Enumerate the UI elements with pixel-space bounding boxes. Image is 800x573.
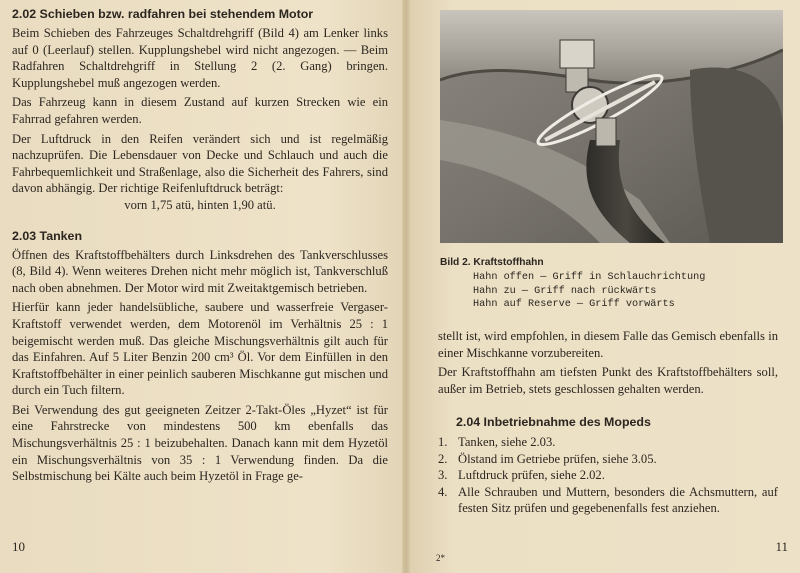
page-number-left: 10 bbox=[12, 539, 25, 554]
fuel-tap-illustration bbox=[440, 10, 783, 243]
fuel-tap-photo bbox=[440, 10, 783, 243]
list-item: 3. Luftdruck prüfen, siehe 2.02. bbox=[438, 468, 605, 483]
section-heading-2-04: 2.04 Inbetriebnahme des Mopeds bbox=[456, 415, 651, 429]
paragraph-schieben: Beim Schieben des Fahrzeuges Schaltdrehgriff (Bild 4) am Lenker links auf 0 (Leerlauf) stellen. Kupplungshebel wird nicht angezogen. — Beim Radfahren Schaltdrehgriff in Stellung 2 (2. Gang) bringen. Kupplungshebel muß angezogen werden. bbox=[12, 26, 388, 90]
paragraph-hyzet: Bei Verwendung des gut geeigneten Zeitzer 2-Takt-Öles „Hyzet“ ist für eine Fahrstrecke von mindestens 500 km ebenfalls das Mischungsverhältnis 25 : 1 beizubehalten. Danach kann mit dem Hyzetöl ein Mischungsverhältnis von 35 : 1 Verwendung finden. Da die Selbstmischung bei Kälte auch beim Hyzetöl in Frage ge- bbox=[12, 402, 388, 484]
caption-line-open: Hahn offen — Griff in Schlauchrichtung bbox=[473, 272, 706, 284]
paragraph-tank-oeffnen: Öffnen des Kraftstoffbehälters durch Linksdrehen des Tankverschlusses (8, Bild 4). Wenn weiteres Drehen nicht mehr möglich ist, Tankverschluß nach oben abnehmen. Der Motor wird mit Zweitaktgemisch betrieben. bbox=[12, 247, 388, 295]
paragraph-luftdruck: Der Luftdruck in den Reifen verändert sich und ist regelmäßig nachzuprüfen. Die Lebensdauer von Decke und Schlauch und auch die Fahrbequemlichkeit und Straßenlage, also die Sicherheit des Fahrers, sind davon abhängig. Der richtige Reifenluftdruck beträgt: bbox=[12, 131, 388, 196]
paragraph-continuation: stellt ist, wird empfohlen, in diesem Falle das Gemisch ebenfalls in einer Mischkanne vorzubereiten. bbox=[438, 329, 778, 360]
left-page-body bbox=[12, 6, 388, 488]
startup-checklist bbox=[438, 434, 778, 517]
tire-pressure-values: vorn 1,75 atü, hinten 1,90 atü. bbox=[124, 197, 276, 212]
section-heading-2-02: 2.02 Schieben bzw. radfahren bei stehendem Motor bbox=[12, 7, 314, 21]
caption-line-reserve: Hahn auf Reserve — Griff vorwärts bbox=[473, 299, 675, 311]
figure-caption bbox=[440, 256, 780, 312]
section-heading-2-03: 2.03 Tanken bbox=[12, 228, 83, 243]
signature-mark: 2* bbox=[436, 553, 445, 563]
list-item: 4. Alle Schrauben und Muttern, besonders die Achsmuttern, auf festen Sitz prüfen und gegebenenfalls fest anziehen. bbox=[438, 484, 778, 516]
paragraph-fahrrad: Das Fahrzeug kann in diesem Zustand auf kurzen Strecken wie ein Fahrrad gefahren werden. bbox=[12, 95, 388, 126]
page-number-right: 11 bbox=[775, 539, 788, 554]
right-page-body bbox=[438, 328, 778, 400]
book-gutter bbox=[402, 0, 410, 573]
caption-line-closed: Hahn zu — Griff nach rückwärts bbox=[473, 285, 657, 297]
list-item: 1. Tanken, siehe 2.03. bbox=[438, 435, 556, 449]
paragraph-kraftstoffhahn: Der Kraftstoffhahn am tiefsten Punkt des Kraftstoffbehälters soll, außer im Betrieb, stets geschlossen gehalten werden. bbox=[438, 365, 778, 396]
caption-title: Bild 2. Kraftstoffhahn bbox=[440, 257, 544, 268]
list-item: 2. Ölstand im Getriebe prüfen, siehe 3.05. bbox=[438, 451, 657, 466]
paragraph-kraftstoff: Hierfür kann jeder handelsübliche, saubere und wasserfreie Vergaser-Kraftstoff verwendet werden, dem Motorenöl im Verhältnis 25 : 1 beigemischt werden muß. Das gleiche Mischungsverhältnis gilt auch für das Einfahren. Auf 5 Liter Benzin 200 cm³ Öl. Vor dem Einfüllen in den Kraftstoffbehälter in einer peinlich sauberen Mischkanne gut mischen und durch ein Tuch filtern. bbox=[12, 300, 388, 398]
